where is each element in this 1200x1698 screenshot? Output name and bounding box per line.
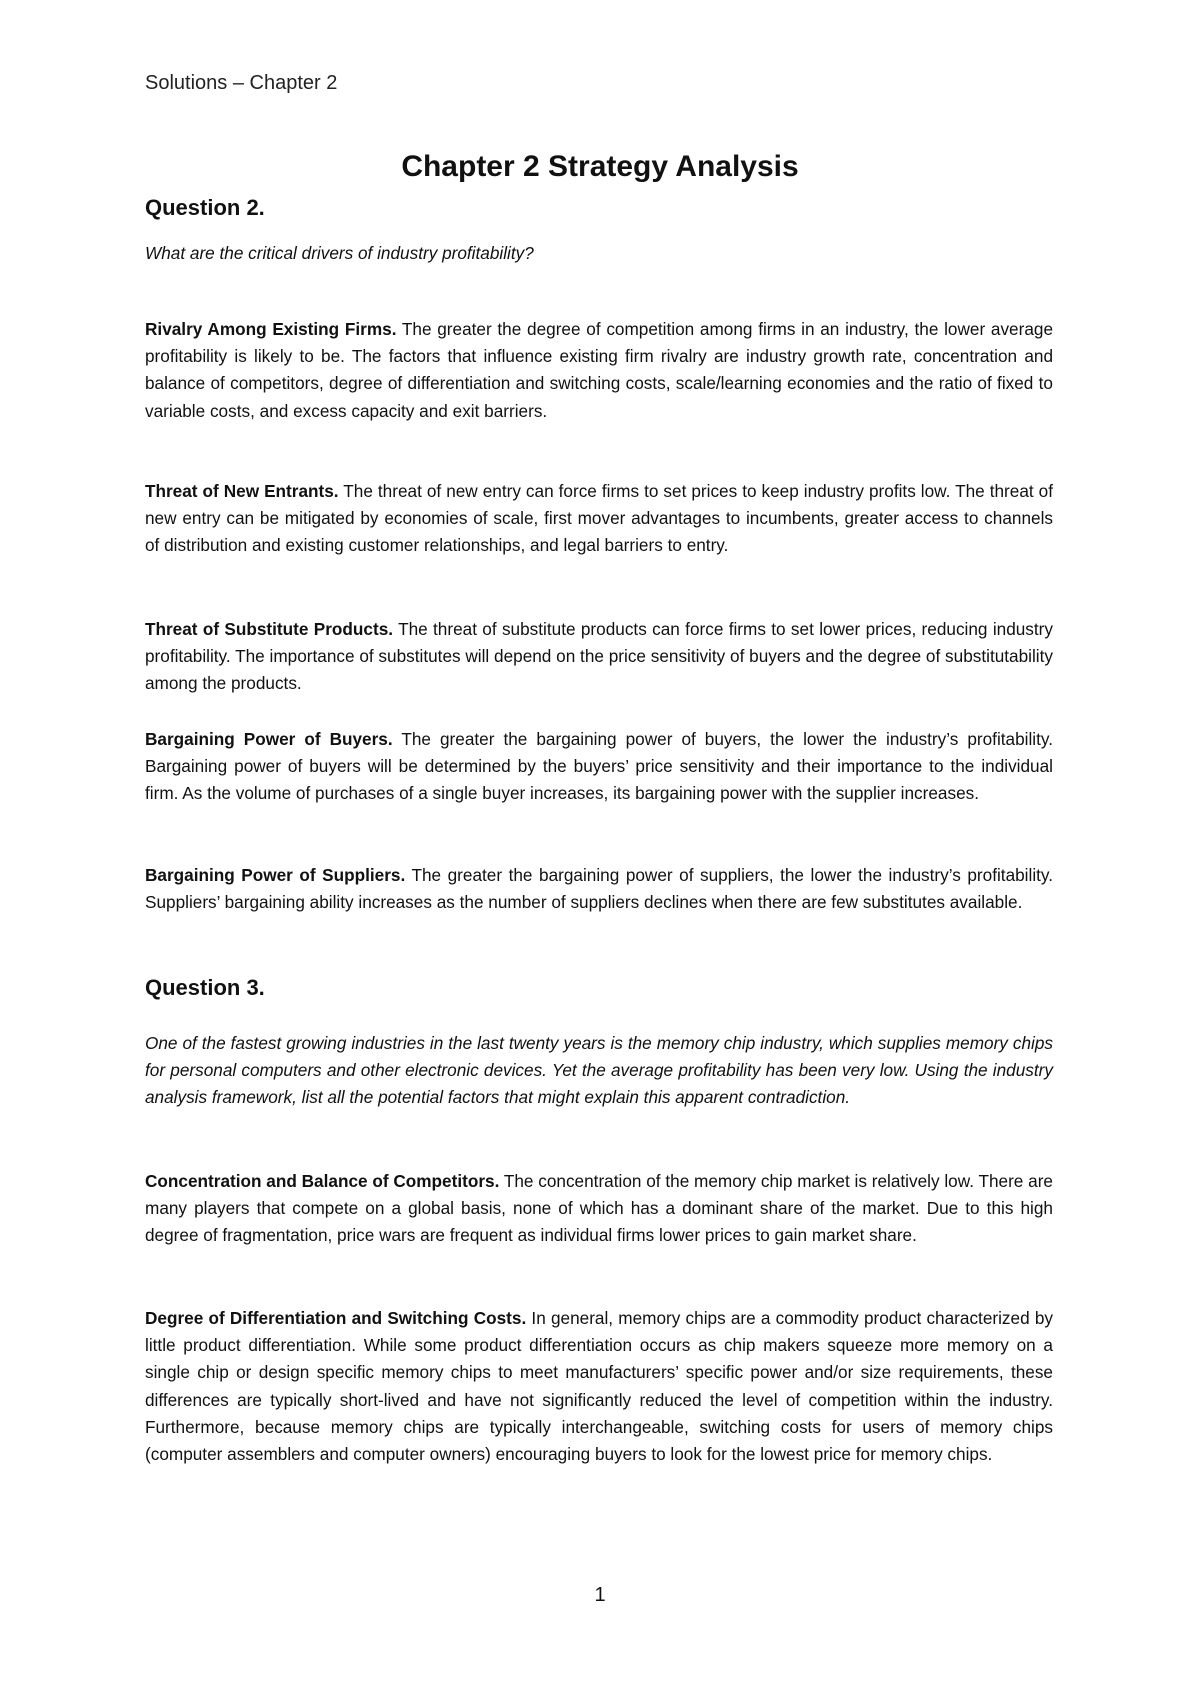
running-header: Solutions – Chapter 2	[145, 72, 338, 94]
paragraph-concentration	[145, 1168, 1053, 1250]
paragraph-lead: Bargaining Power of Buyers.	[145, 729, 393, 749]
paragraph-substitutes	[145, 616, 1053, 698]
paragraph-text: The concentration of the memory chip market is relatively low. There are many players that compete on a global basis, none of which has a dominant share of the market. Due to this high degree of fragmentation, price wars are frequent as individual firms lower prices to gain market share.	[145, 1171, 1053, 1246]
paragraph-new-entrants	[145, 478, 1053, 560]
paragraph-lead: Bargaining Power of Suppliers.	[145, 865, 406, 885]
paragraph-suppliers	[145, 862, 1053, 916]
question-3-heading: Question 3.	[145, 975, 265, 1000]
paragraph-text: The greater the degree of competition among firms in an industry, the lower average profitability is likely to be. The factors that influence existing firm rivalry are industry growth rate, concentration and balance of competitors, degree of differentiation and switching costs, scale/learning economies and the ratio of fixed to variable costs, and excess capacity and exit barriers.	[145, 319, 1054, 421]
paragraph-differentiation	[145, 1305, 1053, 1468]
paragraph-lead: Concentration and Balance of Competitors.	[145, 1171, 500, 1191]
paragraph-text: The greater the bargaining power of buyers, the lower the industry’s profitability. Bargaining power of buyers will be determined by the buyers’ price sensitivity and their importance to the individual firm. As the volume of purchases of a single buyer increases, its bargaining power with the supplier increases.	[145, 729, 1053, 804]
paragraph-lead: Threat of New Entrants.	[145, 481, 339, 501]
paragraph-rivalry	[145, 316, 1053, 425]
paragraph-lead: Degree of Differentiation and Switching Costs.	[145, 1308, 527, 1328]
question-3-prompt: One of the fastest growing industries in the last twenty years is the memory chip industry, which supplies memory chips for personal computers and other electronic devices. Yet the average profitability has been very low. Using the industry analysis framework, list all the potential factors that might explain this apparent contradiction.	[145, 1033, 1053, 1108]
paragraph-text: The threat of new entry can force firms to set prices to keep industry profits low. The threat of new entry can be mitigated by economies of scale, first mover advantages to incumbents, greater access to channels of distribution and existing customer relationships, and legal barriers to entry.	[145, 481, 1054, 556]
paragraph-text: The threat of substitute products can force firms to set lower prices, reducing industry profitability. The importance of substitutes will depend on the price sensitivity of buyers and the degree of substitutability among the products.	[145, 619, 1053, 694]
paragraph-text: The greater the bargaining power of suppliers, the lower the industry’s profitability. Suppliers’ bargaining ability increases as the number of suppliers declines when there are few substitutes available.	[145, 865, 1054, 913]
document-title: Chapter 2 Strategy Analysis	[401, 150, 799, 183]
page-number: 1	[594, 1584, 606, 1606]
question-2-prompt: What are the critical drivers of industry profitability?	[145, 243, 534, 263]
question-2-heading: Question 2.	[145, 195, 265, 220]
paragraph-text: In general, memory chips are a commodity product characterized by little product differentiation. While some product differentiation occurs as chip makers squeeze more memory on a single chip or design specific memory chips to meet manufacturers’ specific power and/or size requirements, these differences are typically short-lived and have not significantly reduced the level of competition within the industry. Furthermore, because memory chips are typically interchangeable, switching costs for users of memory chips (computer assemblers and computer owners) encouraging buyers to look for the lowest price for memory chips.	[145, 1308, 1053, 1465]
paragraph-lead: Threat of Substitute Products.	[145, 619, 394, 639]
paragraph-buyers	[145, 726, 1053, 808]
paragraph-lead: Rivalry Among Existing Firms.	[145, 319, 397, 339]
